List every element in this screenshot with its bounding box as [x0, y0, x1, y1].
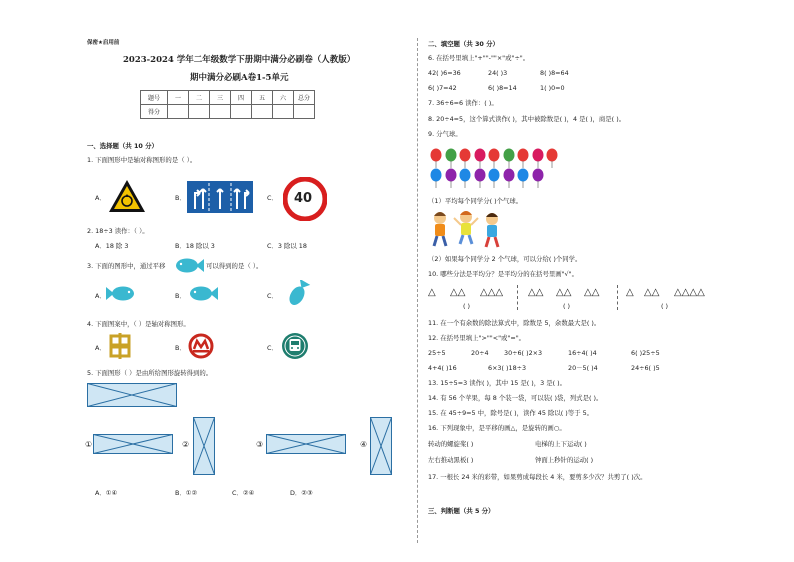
- balloon-icon: [517, 168, 529, 188]
- q12-item[interactable]: 24÷6( )5: [631, 364, 660, 372]
- score-input[interactable]: [273, 105, 294, 119]
- question-13[interactable]: 13. 15÷5=3 读作( )，其中 15 是( )，3 是( )。: [428, 379, 567, 387]
- balloon-row-2: [430, 168, 560, 188]
- triangle-set: △△: [584, 287, 600, 298]
- answer-blank[interactable]: ( ): [661, 302, 669, 310]
- balloon-icon: [445, 168, 457, 188]
- q12-item[interactable]: 25÷5: [428, 349, 446, 357]
- q6-item[interactable]: 6( )8=14: [488, 84, 517, 92]
- score-input[interactable]: [294, 105, 315, 119]
- balloon-icon: [532, 168, 544, 188]
- balloon-icon: [445, 148, 457, 168]
- answer-blank[interactable]: ( ): [463, 302, 471, 310]
- answer-blank[interactable]: ( ): [563, 302, 571, 310]
- speed-limit-number: 40: [294, 191, 313, 206]
- question-6: 6. 在括号里填上"+""-""×"或"÷"。: [428, 54, 530, 62]
- triangle-set: △△: [556, 287, 572, 298]
- rotated-shape-2: [193, 417, 215, 475]
- q2-option-a[interactable]: A．18 除 3: [95, 242, 129, 250]
- balloon-icon: [474, 148, 486, 168]
- q5-option-a[interactable]: A．①④: [95, 489, 118, 497]
- q12-item[interactable]: 20－5( )4: [568, 364, 598, 372]
- q1-option-c[interactable]: C．: [267, 194, 278, 202]
- group-separator: [617, 285, 618, 310]
- balloon-icon: [488, 168, 500, 188]
- q6-item[interactable]: 6( )7=42: [428, 84, 457, 92]
- q2-option-c[interactable]: C．3 除以 18: [267, 242, 307, 250]
- question-7[interactable]: 7. 36÷6=6 读作：( )。: [428, 99, 498, 107]
- question-12: 12. 在括号里填上">""<"或"="。: [428, 334, 526, 342]
- q3-option-b[interactable]: B．: [175, 292, 186, 300]
- q5-option-c[interactable]: C．②④: [232, 489, 255, 497]
- question-3-tail: 可以得到的是（ ）。: [206, 262, 263, 270]
- question-15[interactable]: 15. 在 45÷9=5 中，除号是( )，读作 45 除以( )等于 5。: [428, 409, 594, 417]
- q4-option-a[interactable]: A．: [95, 344, 106, 352]
- fish-icon: [106, 285, 136, 302]
- q16-item[interactable]: 电梯的上下运动( ): [535, 440, 587, 448]
- balloon-icon: [488, 148, 500, 168]
- paper-subtitle: 期中满分必刷A卷1-5单元: [190, 73, 289, 83]
- triangle-set: △: [626, 287, 634, 298]
- triangle-set: △△: [450, 287, 466, 298]
- rotated-shape-4: [370, 417, 392, 475]
- triangle-set: △△: [644, 287, 660, 298]
- q12-item[interactable]: 16÷4( )4: [568, 349, 597, 357]
- balloon-icon: [503, 168, 515, 188]
- rotated-shape-3: [266, 434, 346, 454]
- question-10: 10. 哪些分法是平均分？是平均分的在括号里画"√"。: [428, 270, 578, 278]
- q4-option-b[interactable]: B．: [175, 344, 186, 352]
- question-17[interactable]: 17. 一根长 24 米的彩带，如果剪成每段长 4 米，要剪多少次？共剪了( )次。: [428, 473, 647, 481]
- rotated-shape-1: [93, 434, 173, 454]
- q1-option-a[interactable]: A．: [95, 194, 106, 202]
- q4-option-c[interactable]: C．: [267, 344, 278, 352]
- score-cell: 三: [210, 91, 231, 105]
- triangle-set: △△: [528, 287, 544, 298]
- question-1: 1. 下面图形中是轴对称图形的是（ ）。: [87, 156, 197, 164]
- q5-label-3: ③: [256, 440, 264, 449]
- balloon-icon: [503, 148, 515, 168]
- q16-item[interactable]: 钟面上秒针的运动( ): [535, 456, 594, 464]
- score-input[interactable]: [252, 105, 273, 119]
- question-16: 16. 下列现象中，是平移的画△，是旋转的画○。: [428, 424, 566, 432]
- q5-label-2: ②: [182, 440, 190, 449]
- question-9-part-1[interactable]: （1）平均每个同学分( )个气球。: [428, 197, 523, 205]
- question-4: 4. 下面图案中，（ ）是轴对称图形。: [87, 320, 190, 328]
- q16-item[interactable]: 左右推动黑板( ): [428, 456, 474, 464]
- q6-item[interactable]: 42( )6=36: [428, 69, 461, 77]
- balloon-icon: [430, 148, 442, 168]
- q12-item[interactable]: 20÷4: [471, 349, 489, 357]
- q1-option-b[interactable]: B．: [175, 194, 186, 202]
- q12-item[interactable]: 4+4( )16: [428, 364, 457, 372]
- train-logo-icon: [281, 332, 309, 360]
- q5-label-1: ①: [85, 440, 93, 449]
- score-table: [140, 90, 315, 119]
- question-14[interactable]: 14. 有 56 个苹果，每 8 个装一袋，可以装( )袋，列式是( )。: [428, 394, 603, 402]
- score-cell: 总分: [294, 91, 315, 105]
- balloon-icon: [459, 168, 471, 188]
- warning-sign-icon: [107, 178, 147, 214]
- triangle-set: △: [428, 287, 436, 298]
- q3-option-c[interactable]: C．: [267, 292, 278, 300]
- balloon-row-1: [430, 148, 560, 168]
- balloon-icon: [459, 148, 471, 168]
- fish-icon: [285, 280, 311, 308]
- balloon-icon: [532, 148, 544, 168]
- score-input[interactable]: [231, 105, 252, 119]
- triangle-set: △△△: [480, 287, 504, 298]
- q6-item[interactable]: 8( )8=64: [540, 69, 569, 77]
- section-choice-title: 一、选择题（共 10 分）: [87, 142, 158, 150]
- score-input[interactable]: [168, 105, 189, 119]
- lane-direction-sign-icon: [187, 181, 253, 213]
- score-cell: 二: [189, 91, 210, 105]
- score-cell: 五: [252, 91, 273, 105]
- balloon-icon: [546, 148, 558, 168]
- section-judge-title: 三、判断题（共 5 分）: [428, 507, 495, 515]
- score-cell: 四: [231, 91, 252, 105]
- question-5: 5. 下面图形（ ）是由所给图形旋转得到的。: [87, 369, 213, 377]
- q16-item[interactable]: 转动的螺旋桨( ): [428, 440, 474, 448]
- question-9: 9. 分气球。: [428, 130, 462, 138]
- score-cell: 得分: [141, 105, 168, 119]
- score-input[interactable]: [189, 105, 210, 119]
- q5-option-b[interactable]: B．①②: [175, 489, 198, 497]
- question-9-part-2[interactable]: （2）如果每个同学分 2 个气球，可以分给( )个同学。: [428, 255, 582, 263]
- question-3: 3. 下面的图形中，通过平移: [87, 262, 166, 270]
- q12-item[interactable]: 6×3( )18÷3: [488, 364, 527, 372]
- fish-icon: [188, 285, 218, 302]
- children-icon: [428, 210, 506, 248]
- score-input[interactable]: [210, 105, 231, 119]
- q5-label-4: ④: [360, 440, 368, 449]
- q12-item[interactable]: 6( )25÷5: [631, 349, 660, 357]
- section-fill-title: 二、填空题（共 30 分）: [428, 40, 499, 48]
- q3-option-a[interactable]: A．: [95, 292, 106, 300]
- rectangle-given-shape: [87, 383, 177, 407]
- group-separator: [517, 285, 518, 310]
- paper-title: 2023-2024 学年二年级数学下册期中满分必刷卷（人教版）: [123, 55, 356, 65]
- metro-logo-icon: [188, 333, 214, 359]
- score-cell: 题号: [141, 91, 168, 105]
- secret-label: 保密★启用前: [87, 40, 120, 46]
- question-2: 2. 18÷3 读作：（ ）。: [87, 227, 149, 235]
- q12-item[interactable]: 30÷6( )2×3: [504, 349, 543, 357]
- triangle-set: △△△△: [674, 287, 705, 298]
- question-11[interactable]: 11. 在一个有余数的除法算式中，除数是 5，余数最大是( )。: [428, 319, 601, 327]
- score-cell: 六: [273, 91, 294, 105]
- question-8[interactable]: 8. 20÷4=5，这个算式读作( )，其中被除数是( )，4 是( )，商是( )。: [428, 115, 626, 123]
- column-divider: [417, 38, 418, 543]
- balloon-icon: [474, 168, 486, 188]
- balloon-icon: [430, 168, 442, 188]
- q5-option-d[interactable]: D．②③: [290, 489, 313, 497]
- balloon-icon: [517, 148, 529, 168]
- bank-logo-icon: [107, 333, 133, 359]
- q6-item[interactable]: 1( )0=0: [540, 84, 565, 92]
- q2-option-b[interactable]: B．18 除以 3: [175, 242, 215, 250]
- score-cell: 一: [168, 91, 189, 105]
- q6-item[interactable]: 24( )3: [488, 69, 508, 77]
- fish-icon: [174, 257, 204, 274]
